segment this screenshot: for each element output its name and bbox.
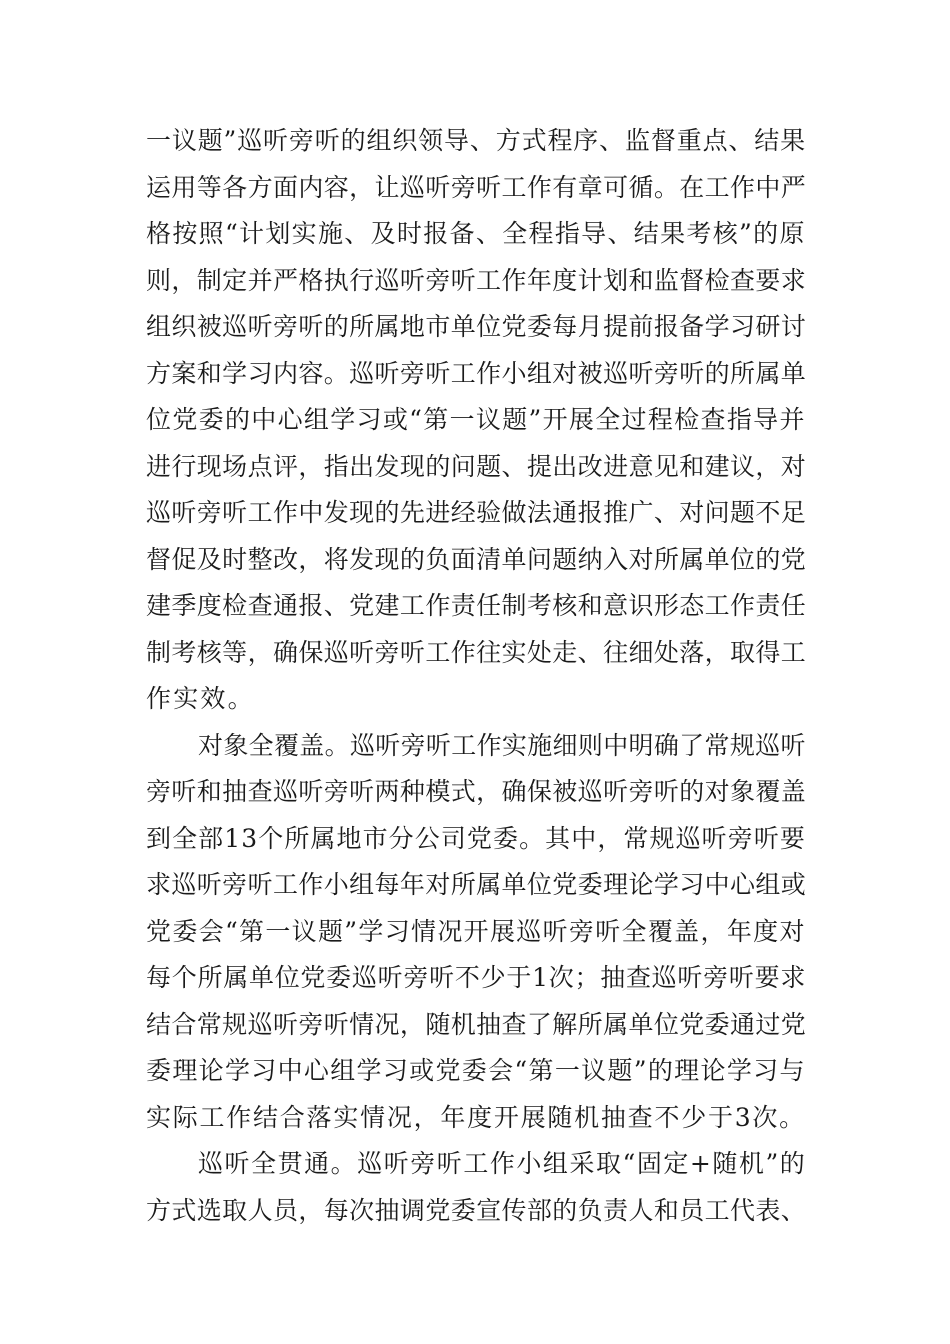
paragraph-line: 则，制定并严格执行巡听旁听工作年度计划和监督检查要求 — [146, 265, 807, 295]
paragraph-3 — [146, 1141, 806, 1234]
paragraph-line: 进行现场点评，指出发现的问题、提出改进意见和建议，对 — [146, 451, 807, 481]
paragraph-line: 对象全覆盖。巡听旁听工作实施细则中明确了常规巡听 — [198, 730, 806, 760]
paragraph-line: 巡听全贯通。巡听旁听工作小组采取“固定+随机”的 — [198, 1149, 807, 1178]
paragraph-line: 结合常规巡听旁听情况，随机抽查了解所属单位党委通过党 — [146, 1009, 807, 1039]
paragraph-line: 方式选取人员，每次抽调党委宣传部的负责人和员工代表、 — [146, 1195, 807, 1225]
paragraph-line: 位党委的中心组学习或“第一议题”开展全过程检查指导并 — [146, 405, 806, 434]
document-body — [146, 118, 806, 1234]
paragraph-line: 实际工作结合落实情况，年度开展随机抽查不少于3次。 — [146, 1102, 806, 1132]
paragraph-2 — [146, 723, 806, 1142]
paragraph-line: 一议题”巡听旁听的组织领导、方式程序、监督重点、结果 — [146, 126, 806, 155]
paragraph-line: 作实效。 — [146, 684, 255, 713]
paragraph-line: 每个所属单位党委巡听旁听不少于1次；抽查巡听旁听要求 — [146, 963, 807, 992]
paragraph-line: 旁听和抽查巡听旁听两种模式，确保被巡听旁听的对象覆盖 — [146, 777, 807, 806]
paragraph-line: 方案和学习内容。巡听旁听工作小组对被巡听旁听的所属单 — [146, 358, 807, 388]
paragraph-line: 督促及时整改，将发现的负面清单问题纳入对所属单位的党 — [146, 544, 807, 574]
paragraph-line: 党委会“第一议题”学习情况开展巡听旁听全覆盖，年度对 — [146, 916, 806, 946]
paragraph-line: 到全部13个所属地市分公司党委。其中，常规巡听旁听要 — [146, 823, 807, 853]
paragraph-line: 巡听旁听工作中发现的先进经验做法通报推广、对问题不足 — [146, 498, 807, 527]
paragraph-line: 制考核等，确保巡听旁听工作往实处走、往细处落，取得工 — [146, 637, 807, 667]
paragraph-line: 求巡听旁听工作小组每年对所属单位党委理论学习中心组或 — [146, 870, 807, 899]
paragraph-1 — [146, 118, 806, 723]
paragraph-line: 委理论学习中心组学习或党委会“第一议题”的理论学习与 — [146, 1056, 806, 1085]
paragraph-line: 格按照“计划实施、及时报备、全程指导、结果考核”的原 — [146, 219, 806, 248]
paragraph-line: 运用等各方面内容，让巡听旁听工作有章可循。在工作中严 — [146, 172, 807, 202]
paragraph-line: 建季度检查通报、党建工作责任制考核和意识形态工作责任 — [146, 591, 807, 620]
paragraph-line: 组织被巡听旁听的所属地市单位党委每月提前报备学习研讨 — [146, 312, 807, 341]
